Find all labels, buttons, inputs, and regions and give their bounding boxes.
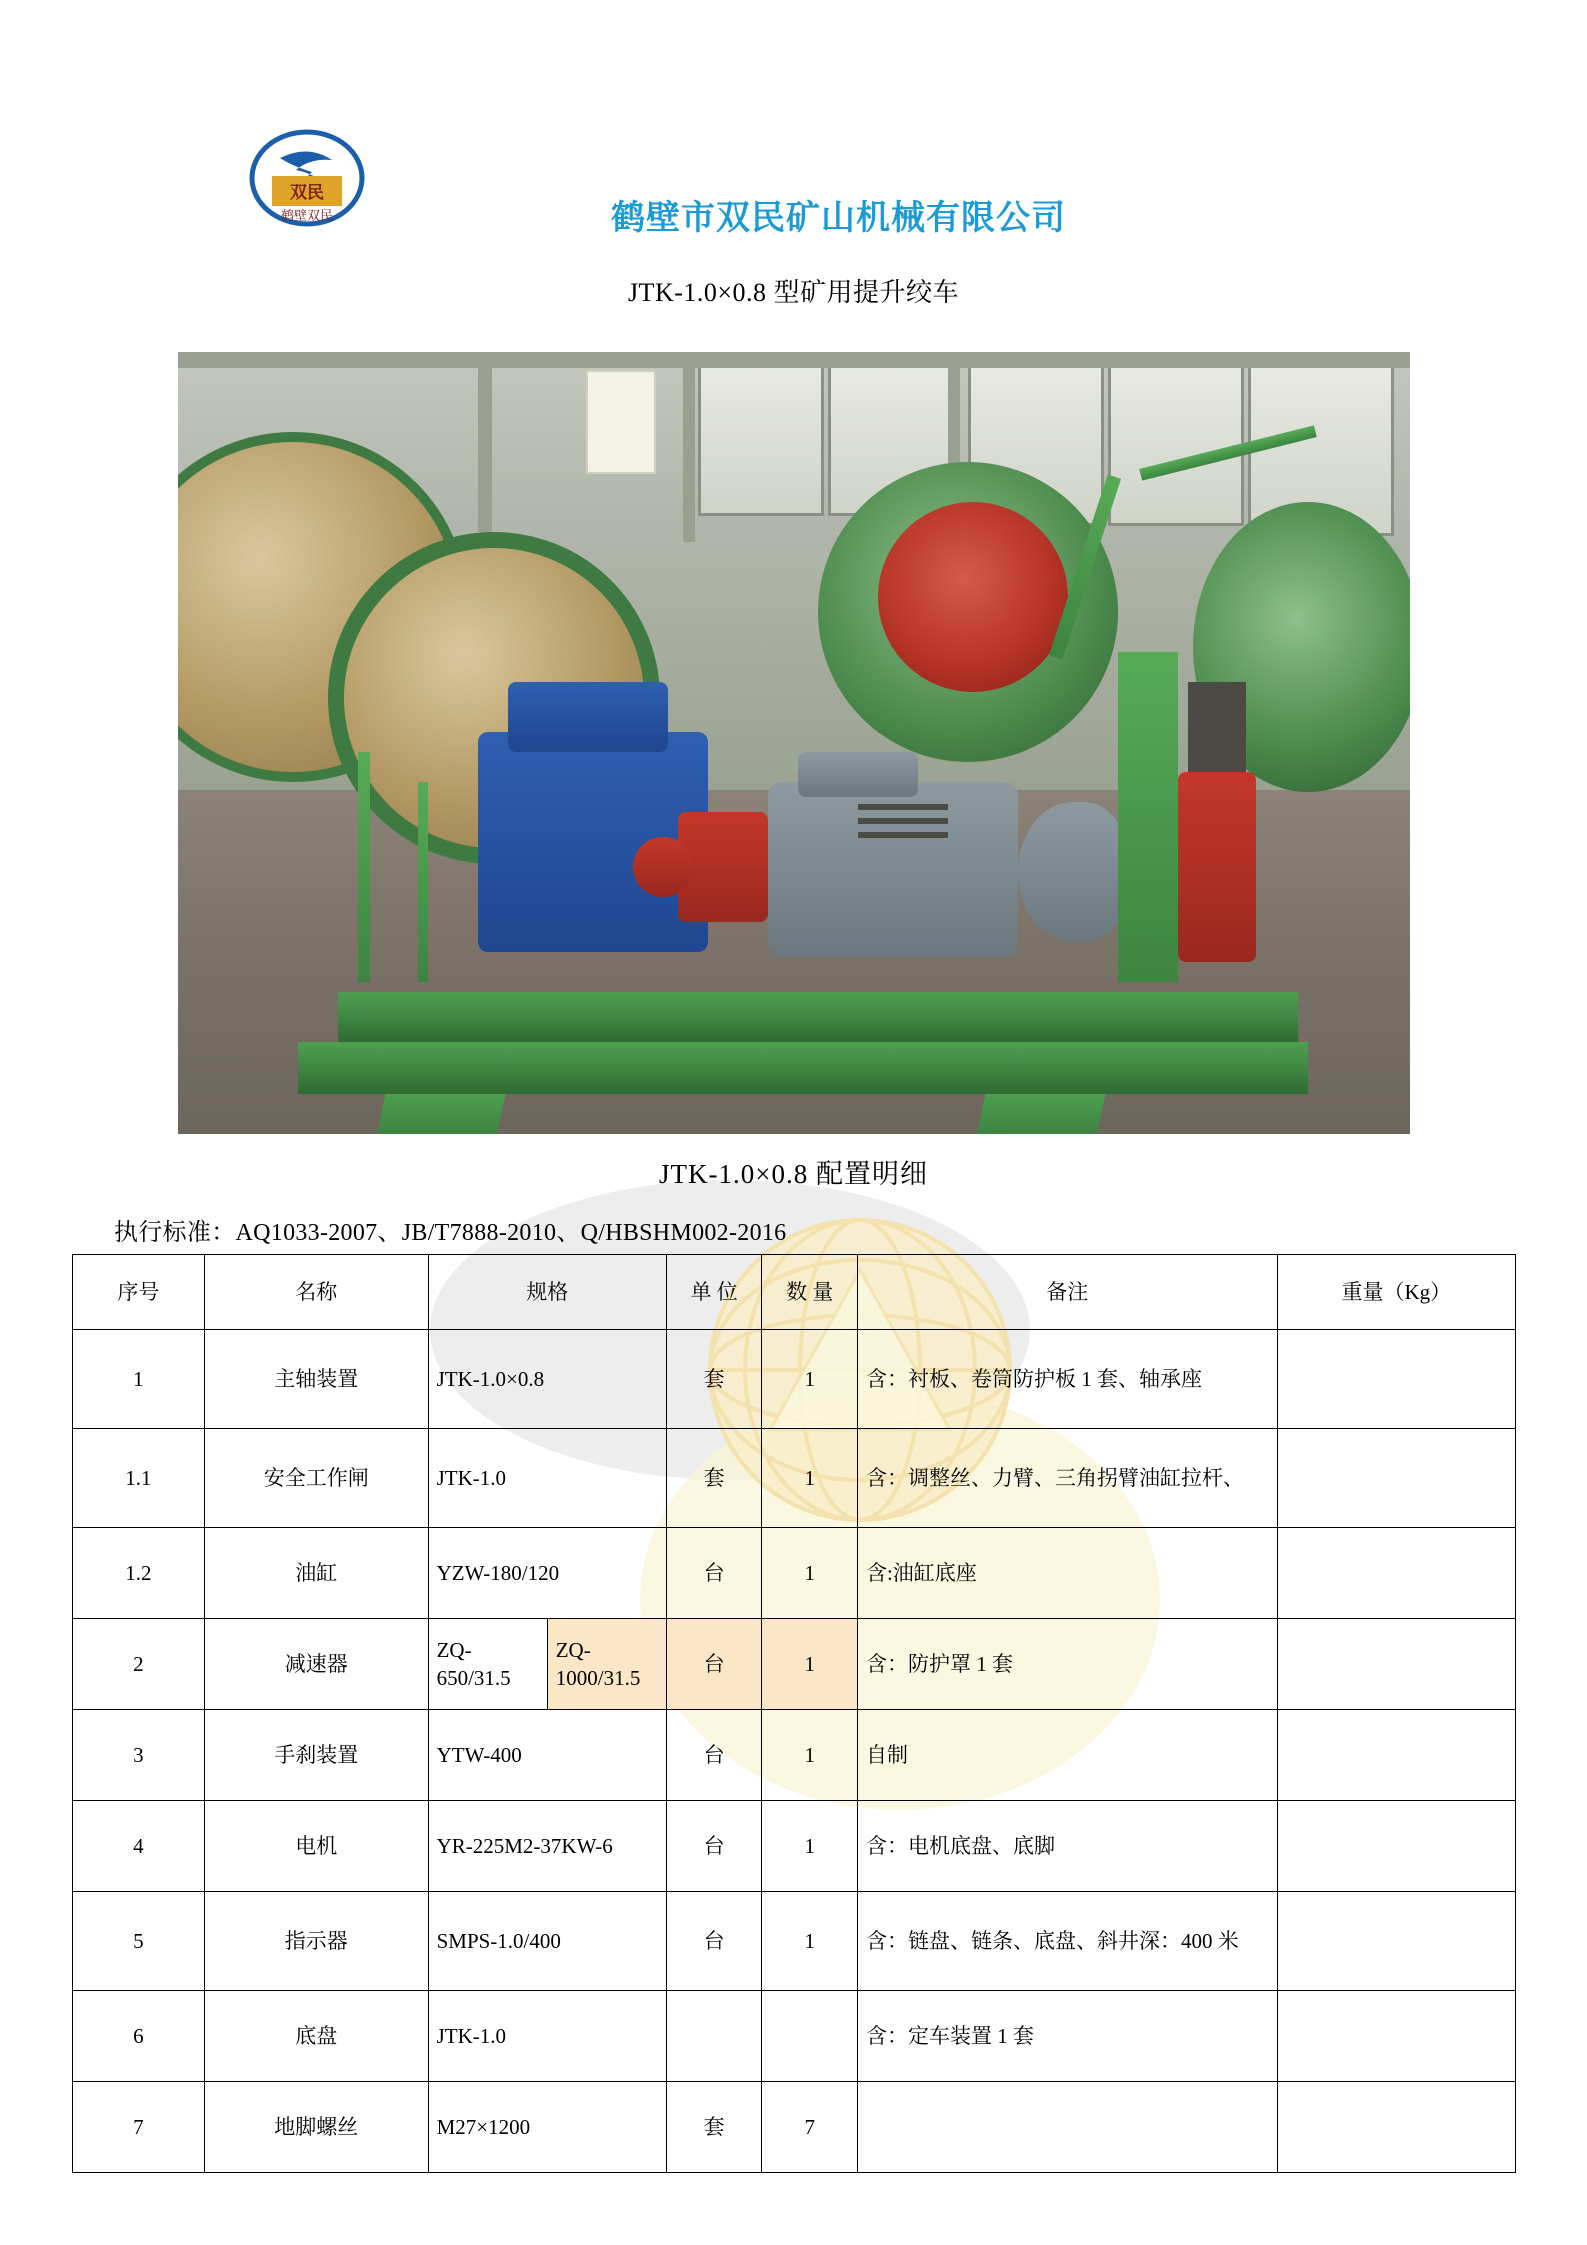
cell-spec: SMPS-1.0/400 <box>428 1892 666 1991</box>
cell-weight <box>1277 1619 1515 1710</box>
table-row <box>73 1528 1516 1619</box>
cell-weight <box>1277 1892 1515 1991</box>
cell-index: 3 <box>73 1710 205 1801</box>
cell-spec: M27×1200 <box>428 2082 666 2173</box>
svg-text:双民: 双民 <box>290 183 324 202</box>
table-row <box>73 1892 1516 1991</box>
table-row <box>73 2082 1516 2173</box>
cell-unit: 套 <box>666 2082 762 2173</box>
header-unit: 单 位 <box>666 1255 762 1330</box>
cell-index: 6 <box>73 1991 205 2082</box>
wall-sign <box>586 370 656 474</box>
cell-name: 指示器 <box>204 1892 428 1991</box>
cell-unit <box>666 1991 762 2082</box>
cell-index: 7 <box>73 2082 205 2173</box>
cell-qty: 1 <box>762 1892 858 1991</box>
cell-name: 主轴装置 <box>204 1330 428 1429</box>
spec-section-title: JTK-1.0×0.8 配置明细 <box>659 1159 928 1189</box>
cell-weight <box>1277 1991 1515 2082</box>
header-spec: 规格 <box>428 1255 666 1330</box>
cell-unit: 套 <box>666 1429 762 1528</box>
cell-unit: 套 <box>666 1330 762 1429</box>
cell-qty: 1 <box>762 1710 858 1801</box>
cell-note: 自制 <box>857 1710 1277 1801</box>
cell-name: 油缸 <box>204 1528 428 1619</box>
cell-name: 手刹装置 <box>204 1710 428 1801</box>
cell-unit: 台 <box>666 1528 762 1619</box>
cell-weight <box>1277 1710 1515 1801</box>
cell-unit: 台 <box>666 1801 762 1892</box>
cell-weight <box>1277 1429 1515 1528</box>
cell-name: 减速器 <box>204 1619 428 1710</box>
cell-qty <box>762 1991 858 2082</box>
cell-index: 1.2 <box>73 1528 205 1619</box>
cell-note: 含：衬板、卷筒防护板 1 套、轴承座 <box>857 1330 1277 1429</box>
cell-qty: 1 <box>762 1801 858 1892</box>
cell-index: 5 <box>73 1892 205 1991</box>
spec-table <box>72 1254 1516 2173</box>
cell-qty: 1 <box>762 1528 858 1619</box>
cell-spec-option-1: ZQ-650/31.5 <box>428 1619 547 1710</box>
cell-index: 4 <box>73 1801 205 1892</box>
cell-index: 2 <box>73 1619 205 1710</box>
cell-qty: 1 <box>762 1619 858 1710</box>
cell-note: 含：调整丝、力臂、三角拐臂油缸拉杆、 <box>857 1429 1277 1528</box>
table-row <box>73 1429 1516 1528</box>
cell-qty: 1 <box>762 1429 858 1528</box>
cell-note: 含：链盘、链条、底盘、斜井深：400 米 <box>857 1892 1277 1991</box>
cell-note <box>857 2082 1277 2173</box>
cell-spec: YR-225M2-37KW-6 <box>428 1801 666 1892</box>
page-title: JTK-1.0×0.8 型矿用提升绞车 <box>627 278 960 307</box>
table-header-row <box>73 1255 1516 1330</box>
header-name: 名称 <box>204 1255 428 1330</box>
cell-index: 1.1 <box>73 1429 205 1528</box>
cell-qty: 1 <box>762 1330 858 1429</box>
cell-note: 含：电机底盘、底脚 <box>857 1801 1277 1892</box>
cell-spec: YZW-180/120 <box>428 1528 666 1619</box>
cell-weight <box>1277 1801 1515 1892</box>
cell-unit: 台 <box>666 1892 762 1991</box>
cell-index: 1 <box>73 1330 205 1429</box>
cell-weight <box>1277 1528 1515 1619</box>
header-note: 备注 <box>857 1255 1277 1330</box>
cell-unit: 台 <box>666 1619 762 1710</box>
cell-note: 含：定车装置 1 套 <box>857 1991 1277 2082</box>
cell-spec: JTK-1.0 <box>428 1429 666 1528</box>
svg-text:鹤壁双民: 鹤壁双民 <box>280 208 334 223</box>
table-row <box>73 1991 1516 2082</box>
cell-spec: JTK-1.0×0.8 <box>428 1330 666 1429</box>
cell-note: 含：防护罩 1 套 <box>857 1619 1277 1710</box>
company-name: 鹤壁市双民矿山机械有限公司 <box>611 200 1066 237</box>
cell-name: 安全工作闸 <box>204 1429 428 1528</box>
cell-spec: JTK-1.0 <box>428 1991 666 2082</box>
table-row <box>73 1619 1516 1710</box>
cell-weight <box>1277 2082 1515 2173</box>
spec-table-wrapper <box>72 1254 1516 2173</box>
cell-name: 地脚螺丝 <box>204 2082 428 2173</box>
header-qty: 数 量 <box>762 1255 858 1330</box>
document-header <box>0 0 1587 307</box>
cell-qty: 7 <box>762 2082 858 2173</box>
product-photo <box>178 352 1410 1134</box>
table-row <box>73 1801 1516 1892</box>
standards-line: 执行标准：AQ1033-2007、JB/T7888-2010、Q/HBSHM002-2016 <box>114 1220 787 1246</box>
header-index: 序号 <box>73 1255 205 1330</box>
cell-note: 含:油缸底座 <box>857 1528 1277 1619</box>
table-row <box>73 1710 1516 1801</box>
cell-unit: 台 <box>666 1710 762 1801</box>
table-row <box>73 1330 1516 1429</box>
cell-spec: YTW-400 <box>428 1710 666 1801</box>
header-weight: 重量（Kg） <box>1277 1255 1515 1330</box>
cell-name: 底盘 <box>204 1991 428 2082</box>
cell-spec-option-2: ZQ-1000/31.5 <box>547 1619 666 1710</box>
cell-weight <box>1277 1330 1515 1429</box>
cell-name: 电机 <box>204 1801 428 1892</box>
